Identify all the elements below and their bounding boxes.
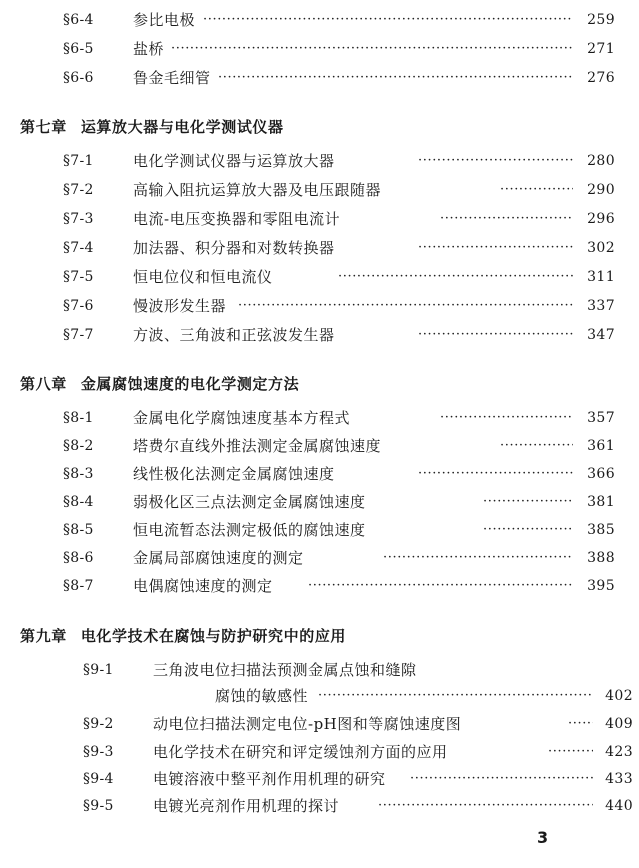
section-title: 方波、三角波和正弦波发生器 [133,326,335,344]
section-number: §9-4 [83,771,114,787]
section-title: 线性极化法测定金属腐蚀速度 [133,465,335,483]
section-title: 塔费尔直线外推法测定金属腐蚀速度 [133,437,382,455]
toc-entry [0,178,639,202]
page-number: 366 [587,466,615,482]
page-number: 385 [587,522,615,538]
section-title: 鲁金毛细管 [133,69,211,87]
toc-entry [0,149,639,173]
section-number: §9-5 [83,798,114,814]
section-number: §6-6 [63,70,94,86]
chapter-title: 运算放大器与电化学测试仪器 [80,118,284,136]
toc-entry [0,794,639,818]
toc-entry [0,236,639,260]
section-title: 金属局部腐蚀速度的测定 [133,549,304,567]
leader-dots [418,462,573,486]
section-title: 恒电流暂态法测定极低的腐蚀速度 [133,521,366,539]
section-title: 慢波形发生器 [133,297,227,315]
section-title: 电化学技术在研究和评定缓蚀剂方面的应用 [153,743,448,761]
page-number: 440 [605,798,633,814]
toc-entry [0,434,639,458]
section-title: 动电位扫描法测定电位-pH图和等腐蚀速度图 [153,715,462,733]
page-number: 311 [587,269,615,285]
toc-entry [0,265,639,289]
leader-dots [308,574,573,598]
toc-entry [0,294,639,318]
page-number: 337 [587,298,615,314]
page-number: 302 [587,240,615,256]
section-title: 金属电化学腐蚀速度基本方程式 [133,409,351,427]
section-title: 盐桥 [133,40,165,58]
toc-entry [0,66,639,90]
section-number: §8-3 [63,466,94,482]
page-folio: 3 [537,828,549,847]
leader-dots [483,518,573,542]
section-title: 恒电位仪和恒电流仪 [133,268,273,286]
section-number: §8-5 [63,522,94,538]
page-number: 423 [605,744,633,760]
section-title: 电镀光亮剂作用机理的探讨 [153,797,340,815]
leader-dots [238,294,573,318]
leader-dots [440,406,573,430]
toc-entry [0,8,639,32]
chapter-title: 金属腐蚀速度的电化学测定方法 [80,375,300,393]
toc-entry [0,323,639,347]
section-number: §8-2 [63,438,94,454]
section-number: §7-5 [63,269,94,285]
page-number: 433 [605,771,633,787]
leader-dots [568,712,593,736]
leader-dots [500,434,573,458]
section-title-continuation: 腐蚀的敏感性 [215,687,309,705]
toc-entry [0,546,639,570]
toc-entry [0,767,639,791]
page-number: 361 [587,438,615,454]
page-number: 388 [587,550,615,566]
toc-entry [0,658,639,682]
chapter-heading [20,114,284,140]
page-number: 347 [587,327,615,343]
toc-entry-continuation [0,684,639,708]
leader-dots [483,490,573,514]
leader-dots [218,66,573,90]
section-number: §8-1 [63,410,94,426]
page-number: 395 [587,578,615,594]
leader-dots [203,8,573,32]
toc-entry [0,406,639,430]
section-number: §9-1 [83,662,114,678]
page-number: 402 [605,688,633,704]
leader-dots [548,740,593,764]
section-title: 电流-电压变换器和零阻电流计 [133,210,341,228]
section-title: 参比电极 [133,11,196,29]
section-title: 三角波电位扫描法预测金属点蚀和缝隙 [153,661,417,679]
section-number: §8-7 [63,578,94,594]
toc-entry [0,490,639,514]
page-number: 409 [605,716,633,732]
leader-dots [418,149,573,173]
leader-dots [318,684,593,708]
toc-entry [0,207,639,231]
section-title: 高输入阻抗运算放大器及电压跟随器 [133,181,382,199]
section-number: §7-4 [63,240,94,256]
section-number: §6-4 [63,12,94,28]
chapter-label: 第九章 [20,627,67,645]
page-number: 357 [587,410,615,426]
toc-entry [0,740,639,764]
section-number: §6-5 [63,41,94,57]
toc-entry [0,574,639,598]
section-title: 弱极化区三点法测定金属腐蚀速度 [133,493,366,511]
section-title: 电化学测试仪器与运算放大器 [133,152,335,170]
section-number: §9-2 [83,716,114,732]
chapter-label: 第七章 [20,118,67,136]
section-title: 电镀溶液中整平剂作用机理的研究 [153,770,386,788]
page-number: 381 [587,494,615,510]
section-number: §7-3 [63,211,94,227]
section-number: §7-7 [63,327,94,343]
chapter-heading [20,623,346,649]
section-number: §7-6 [63,298,94,314]
section-number: §8-6 [63,550,94,566]
page-number: 280 [587,153,615,169]
section-number: §8-4 [63,494,94,510]
leader-dots [440,207,573,231]
leader-dots [383,546,573,570]
chapter-heading [20,371,299,397]
leader-dots [378,794,593,818]
section-number: §7-1 [63,153,94,169]
page-number: 276 [587,70,615,86]
toc-entry [0,712,639,736]
section-number: §9-3 [83,744,114,760]
toc-entry [0,518,639,542]
page-number: 290 [587,182,615,198]
leader-dots [418,323,573,347]
leader-dots [410,767,593,791]
section-title: 电偶腐蚀速度的测定 [133,577,273,595]
chapter-title: 电化学技术在腐蚀与防护研究中的应用 [80,627,347,645]
leader-dots [500,178,573,202]
leader-dots [338,265,573,289]
toc-entry [0,462,639,486]
leader-dots [171,37,573,61]
toc-entry [0,37,639,61]
page-number: 259 [587,12,615,28]
section-title: 加法器、积分器和对数转换器 [133,239,335,257]
leader-dots [418,236,573,260]
page-number: 271 [587,41,615,57]
chapter-label: 第八章 [20,375,67,393]
page-number: 296 [587,211,615,227]
section-number: §7-2 [63,182,94,198]
